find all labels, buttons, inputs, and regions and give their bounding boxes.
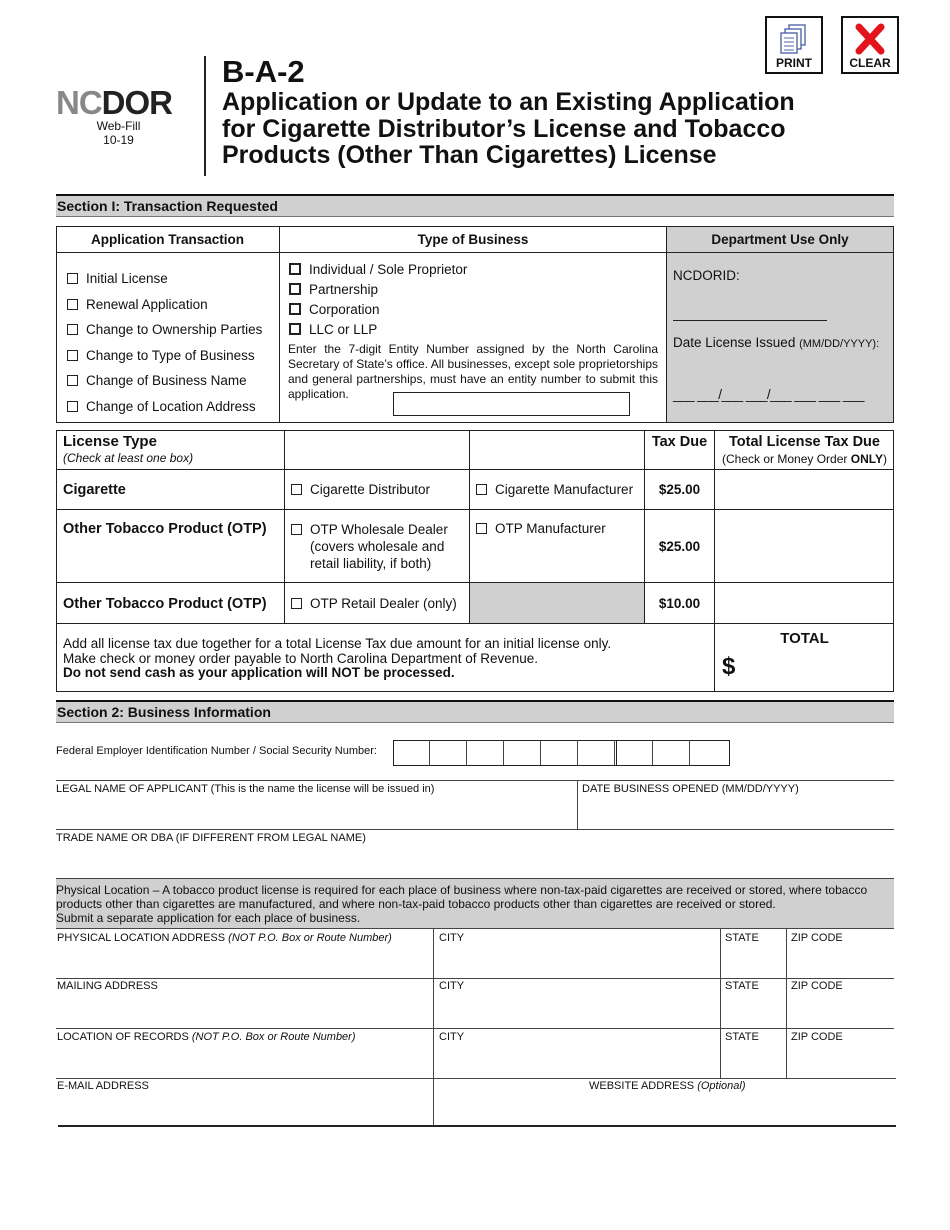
form-bottom-line: [58, 1125, 896, 1127]
physical-city-field[interactable]: [434, 946, 719, 976]
records-zip-field[interactable]: [787, 1045, 894, 1077]
mailing-state-field[interactable]: [721, 994, 785, 1026]
cigarette-tax: $25.00: [658, 482, 701, 497]
section2-header: Section 2: Business Information: [56, 700, 894, 723]
webfill-label: Web-Fill 10-19: [96, 119, 141, 147]
mailing-address-field[interactable]: [56, 994, 432, 1026]
business-corporation[interactable]: Corporation: [289, 300, 467, 320]
entity-number-input[interactable]: [393, 392, 630, 416]
date-opened-label: DATE BUSINESS OPENED (MM/DD/YYYY): [582, 783, 799, 795]
row-otp-retail-type: Other Tobacco Product (OTP): [63, 596, 267, 612]
ncdorid-line: [673, 320, 827, 321]
website-field[interactable]: [434, 1094, 894, 1124]
tax-due-header: Tax Due: [651, 434, 708, 450]
otp-tax: $25.00: [658, 539, 701, 554]
print-icon: [779, 23, 809, 55]
date-opened-field[interactable]: [578, 796, 894, 828]
print-label: PRINT: [776, 56, 812, 70]
total-dollar: $: [722, 653, 736, 680]
form-id: B-A-2: [222, 54, 305, 89]
city-label-2: CITY: [439, 980, 465, 992]
col-header-dept: Department Use Only: [711, 232, 849, 247]
otp-manufacturer[interactable]: OTP Manufacturer: [476, 521, 606, 536]
otp-retail-tax: $10.00: [658, 596, 701, 611]
business-partnership[interactable]: Partnership: [289, 280, 467, 300]
physical-address-field[interactable]: [56, 946, 432, 976]
clear-button[interactable]: [841, 16, 899, 74]
total-tax-header: Total License Tax Due (Check or Money Order ONLY): [722, 434, 887, 466]
mailing-city-field[interactable]: [434, 994, 719, 1026]
date-issued-label: Date License Issued (MM/DD/YYYY):: [673, 335, 880, 350]
mailing-zip-field[interactable]: [787, 994, 894, 1026]
records-state-field[interactable]: [721, 1045, 785, 1077]
email-field[interactable]: [56, 1094, 432, 1124]
license-footer-note: Add all license tax due together for a total License Tax due amount for an initial license only. Make check or money order payable to North Carolina Department of Revenue. Do not send cash as your application will NOT be processed.: [63, 636, 612, 680]
transaction-business-type[interactable]: Change to Type of Business: [67, 343, 262, 369]
cigarette-distributor[interactable]: Cigarette Distributor: [291, 482, 430, 497]
otp-wholesale-dealer[interactable]: OTP Wholesale Dealer (covers wholesale and retail liability, if both): [291, 521, 448, 572]
trade-name-label: TRADE NAME OR DBA (IF DIFFERENT FROM LEGAL NAME): [56, 832, 366, 844]
city-label-1: CITY: [439, 932, 465, 944]
records-city-field[interactable]: [434, 1045, 719, 1077]
state-label-1: STATE: [725, 932, 759, 944]
physical-zip-field[interactable]: [787, 946, 894, 976]
fein-label: Federal Employer Identification Number / Social Security Number:: [56, 745, 377, 757]
transaction-business-name[interactable]: Change of Business Name: [67, 368, 262, 394]
transaction-location[interactable]: Change of Location Address: [67, 394, 262, 420]
physical-state-field[interactable]: [721, 946, 785, 976]
city-label-3: CITY: [439, 1031, 465, 1043]
transaction-renewal[interactable]: Renewal Application: [67, 292, 262, 318]
trade-name-field[interactable]: [56, 846, 894, 878]
email-label: E-MAIL ADDRESS: [57, 1080, 149, 1092]
business-sole-proprietor[interactable]: Individual / Sole Proprietor: [289, 260, 467, 280]
ncdor-logo: NCDOR: [56, 84, 173, 121]
physical-note: Physical Location – A tobacco product license is required for each place of business where non-tax-paid cigarettes are received or stored, where tobacco products other than cigarettes are manufactured, and where non-tax-paid tobacco products other than cigarettes are received or stored. Submit a separate application for each place of business.: [56, 883, 868, 925]
date-issued-blank: ___ ___/___ ___/___ ___ ___ ___: [673, 387, 864, 402]
business-llc[interactable]: LLC or LLP: [289, 320, 467, 340]
total-label: TOTAL: [780, 630, 829, 647]
col-header-transaction: Application Transaction: [90, 232, 245, 247]
legal-name-label: LEGAL NAME OF APPLICANT (This is the name the license will be issued in): [56, 783, 435, 795]
otp-retail-dealer[interactable]: OTP Retail Dealer (only): [291, 596, 457, 611]
ncdorid-label: NCDORID:: [673, 268, 740, 283]
retail-gray-cell: [470, 583, 644, 623]
cigarette-manufacturer[interactable]: Cigarette Manufacturer: [476, 482, 633, 497]
business-type-list: [289, 260, 467, 340]
clear-x-icon: [855, 23, 885, 55]
transaction-ownership[interactable]: Change to Ownership Parties: [67, 317, 262, 343]
transaction-initial[interactable]: Initial License: [67, 266, 262, 292]
transaction-list: [67, 266, 262, 419]
records-location-label: LOCATION OF RECORDS (NOT P.O. Box or Route Number): [57, 1031, 356, 1043]
legal-name-field[interactable]: [56, 796, 576, 828]
row-cigarette-type: Cigarette: [63, 482, 126, 498]
row-otp-type: Other Tobacco Product (OTP): [63, 521, 267, 537]
zip-label-2: ZIP CODE: [791, 980, 843, 992]
zip-label-1: ZIP CODE: [791, 932, 843, 944]
print-button[interactable]: [765, 16, 823, 74]
col-header-business: Type of Business: [417, 232, 529, 247]
section1-header: Section I: Transaction Requested: [56, 194, 894, 217]
header-divider: [204, 56, 206, 176]
state-label-2: STATE: [725, 980, 759, 992]
physical-address-label: PHYSICAL LOCATION ADDRESS (NOT P.O. Box or Route Number): [57, 932, 392, 944]
zip-label-3: ZIP CODE: [791, 1031, 843, 1043]
clear-label: CLEAR: [849, 56, 891, 70]
mailing-address-label: MAILING ADDRESS: [57, 980, 158, 992]
state-label-3: STATE: [725, 1031, 759, 1043]
entity-number-note: Enter the 7-digit Entity Number assigned by the North Carolina Secretary of State’s office. All businesses, except sole proprietorships and general partnerships, must have an entity number to submit this application.: [288, 342, 658, 401]
form-title: Application or Update to an Existing Application for Cigarette Distributor’s License and Tobacco Products (Other Than Cigarettes) License: [222, 88, 795, 169]
records-address-field[interactable]: [56, 1045, 432, 1077]
license-type-header: License Type (Check at least one box): [63, 433, 194, 465]
website-label: WEBSITE ADDRESS (Optional): [589, 1080, 746, 1092]
